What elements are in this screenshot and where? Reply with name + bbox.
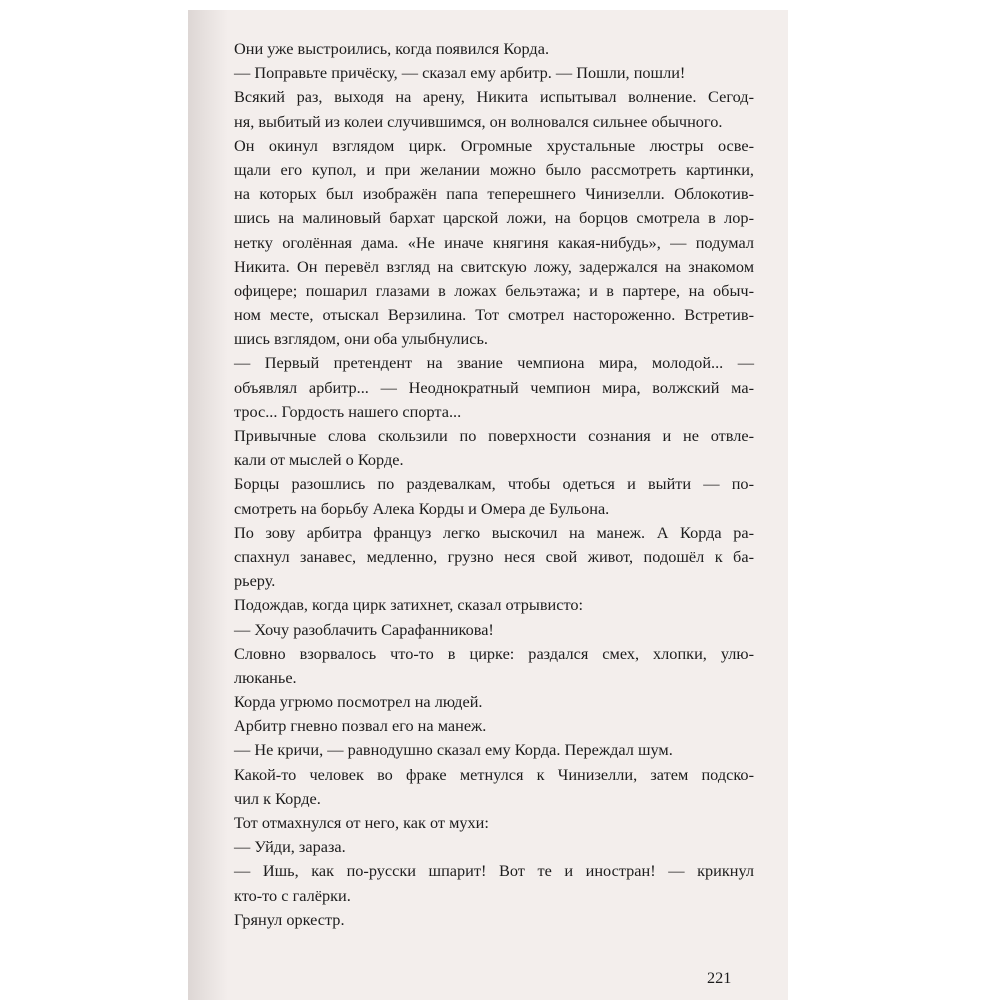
text-line: кали от мыслей о Корде. [234, 450, 404, 470]
text-line: Корда угрюмо посмотрел на людей. [234, 692, 483, 712]
text-line: Они уже выстроились, когда появился Корда. [234, 39, 550, 58]
text-line: Какой-то человек во фраке метнулся к Чинизелли, затем подско- [234, 764, 754, 784]
text-line: объявлял арбитр... — Неоднократный чемпион мира, волжский ма- [234, 377, 754, 397]
text-line: Привычные слова скользили по поверхности сознания и не отвле- [234, 426, 754, 445]
text-line: — Первый претендент на звание чемпиона мира, молодой... — [234, 353, 754, 373]
text-line: По зову арбитра француз легко выскочил на манеж. А Корда ра- [234, 522, 754, 542]
page-number: 221 [707, 968, 732, 987]
text-line: Тот отмахнулся от него, как от мухи: [234, 813, 489, 832]
text-line: — Поправьте причёску, — сказал ему арбитр. — Пошли, пошли! [234, 63, 686, 83]
text-line: Всякий раз, выходя на арену, Никита испытывал волнение. Сегод- [234, 87, 754, 107]
text-line: — Ишь, как по-русски шпарит! Вот те и иностран! — крикнул [234, 861, 754, 881]
text-line: Он окинул взглядом цирк. Огромные хрустальные люстры осве- [234, 135, 754, 155]
text-line: — Не кричи, — равнодушно сказал ему Корда. Переждал шум. [234, 740, 673, 760]
text-line: щали его купол, и при желании можно было рассмотреть картинки, [234, 159, 754, 179]
text-line: — Хочу разоблачить Сарафанникова! [234, 619, 494, 639]
text-line: — Уйди, зараза. [234, 837, 346, 857]
text-line: кто-то с галёрки. [234, 885, 351, 905]
text-line: смотреть на борьбу Алека Корды и Омера де Бульона. [234, 498, 610, 518]
text-line: ном месте, отыскал Верзилина. Тот смотрел настороженно. Встретив- [234, 305, 754, 325]
text-line: спахнул занавес, медленно, грузно неся свой живот, подошёл к ба- [234, 546, 754, 566]
text-line: рьеру. [234, 571, 276, 591]
text-line: Борцы разошлись по раздевалкам, чтобы одеться и выйти — по- [234, 474, 754, 494]
text-line: трос... Гордость нашего спорта... [234, 401, 462, 421]
book-page [188, 10, 788, 1000]
text-line: нетку оголённая дама. «Не иначе княгиня какая-нибудь», — подумал [234, 232, 754, 252]
page-gutter-shadow [188, 10, 228, 1000]
text-line: на которых был изображён папа теперешнего Чинизелли. Облокотив- [234, 184, 754, 204]
text-line: офицере; пошарил глазами в ложах бельэтажа; и в партере, на обыч- [234, 280, 754, 300]
text-line: люканье. [234, 667, 297, 687]
text-line: Грянул оркестр. [234, 909, 345, 929]
body-text [234, 37, 754, 932]
text-line: Арбитр гневно позвал его на манеж. [234, 716, 487, 736]
text-line: ня, выбитый из колеи случившимся, он волновался сильнее обычного. [234, 111, 723, 131]
text-line: шись взглядом, они оба улыбнулись. [234, 329, 488, 349]
text-line: шись на малиновый бархат царской ложи, на борцов смотрела в лор- [234, 208, 754, 228]
text-line: Подождав, когда цирк затихнет, сказал отрывисто: [234, 595, 584, 615]
text-line: чил к Корде. [234, 788, 321, 808]
text-line: Словно взорвалось что-то в цирке: раздался смех, хлопки, улю- [234, 643, 754, 663]
text-line: Никита. Он перевёл взгляд на свитскую ложу, задержался на знакомом [234, 256, 754, 276]
